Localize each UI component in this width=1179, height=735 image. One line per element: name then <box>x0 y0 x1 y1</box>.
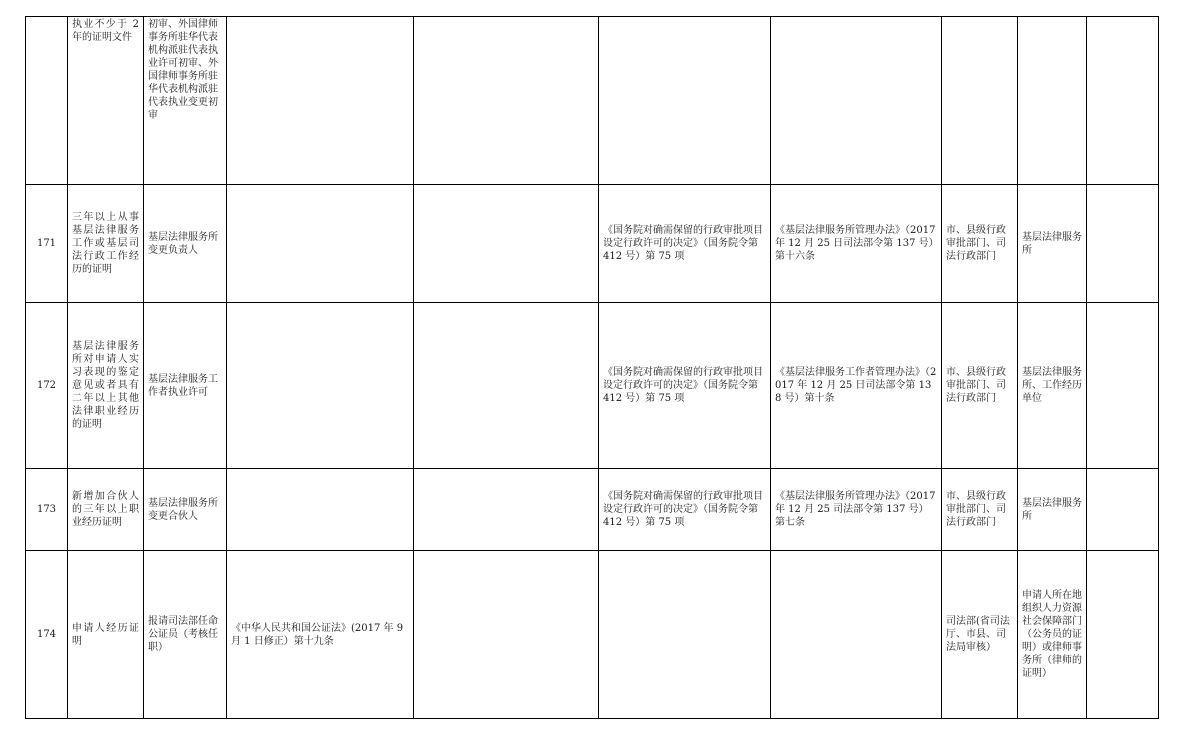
extra-cell <box>414 185 599 303</box>
row-number: 173 <box>26 469 68 551</box>
extra-cell <box>414 17 599 185</box>
law-cell <box>227 17 414 185</box>
regulation-cell <box>771 551 942 719</box>
remark-cell <box>1087 551 1159 719</box>
authority-cell: 市、县级行政审批部门、司法行政部门 <box>942 303 1018 469</box>
row-number <box>26 17 68 185</box>
law-cell <box>227 469 414 551</box>
state-council-cell: 《国务院对确需保留的行政审批项目设定行政许可的决定》（国务院令第 412 号）第 75 项 <box>599 469 771 551</box>
table-row <box>26 551 1159 719</box>
law-cell <box>227 303 414 469</box>
regulation-cell: 《基层法律服务所管理办法》（2017 年 12 月 25 日司法部令第 137 号）第十六条 <box>771 185 942 303</box>
extra-cell <box>414 303 599 469</box>
regulation-cell: 《基层法律服务工作者管理办法》（2017 年 12 月 25 日司法部令第 138 号）第十条 <box>771 303 942 469</box>
authority-cell: 市、县级行政审批部门、司法行政部门 <box>942 185 1018 303</box>
remark-cell <box>1087 469 1159 551</box>
law-cell <box>227 185 414 303</box>
remark-cell <box>1087 185 1159 303</box>
extra-cell <box>414 551 599 719</box>
row-number: 172 <box>26 303 68 469</box>
remark-cell <box>1087 17 1159 185</box>
issuer-cell: 基层法律服务所、工作经历单位 <box>1018 303 1087 469</box>
authority-cell <box>942 17 1018 185</box>
state-council-cell: 《国务院对确需保留的行政审批项目设定行政许可的决定》（国务院令第 412 号）第 75 项 <box>599 185 771 303</box>
table-row <box>26 185 1159 303</box>
material-cell: 申请人经历证明 <box>68 551 144 719</box>
regulation-cell: 《基层法律服务所管理办法》（2017 年 12 月 25 司法部令第 137 号）第七条 <box>771 469 942 551</box>
item-cell: 基层法律服务所变更合伙人 <box>144 469 227 551</box>
row-number: 174 <box>26 551 68 719</box>
state-council-cell: 《国务院对确需保留的行政审批项目设定行政许可的决定》（国务院令第 412 号）第 75 项 <box>599 303 771 469</box>
extra-cell <box>414 469 599 551</box>
material-cell: 基层法律服务所对申请人实习表现的鉴定意见或者具有二年以上其他法律职业经历的证明 <box>68 303 144 469</box>
authority-cell: 市、县级行政审批部门、司法行政部门 <box>942 469 1018 551</box>
state-council-cell <box>599 551 771 719</box>
item-cell: 报请司法部任命公证员（考核任职） <box>144 551 227 719</box>
authority-cell: 司法部(省司法厅、市县、司法局审核） <box>942 551 1018 719</box>
certificate-table <box>25 16 1159 719</box>
item-cell: 初审、外国律师事务所驻华代表机构派驻代表执业许可初审、外国律师事务所驻华代表机构派驻代表执业变更初审 <box>144 17 227 185</box>
state-council-cell <box>599 17 771 185</box>
row-number: 171 <box>26 185 68 303</box>
table-row <box>26 469 1159 551</box>
table-row <box>26 303 1159 469</box>
regulation-cell <box>771 17 942 185</box>
issuer-cell: 申请人所在地组织人力资源社会保障部门（公务员的证明）或律师事务所（律师的证明） <box>1018 551 1087 719</box>
item-cell: 基层法律服务所变更负责人 <box>144 185 227 303</box>
table-row <box>26 17 1159 185</box>
material-cell: 新增加合伙人的三年以上职业经历证明 <box>68 469 144 551</box>
material-cell: 执业不少于 2 年的证明文件 <box>68 17 144 185</box>
issuer-cell: 基层法律服务所 <box>1018 185 1087 303</box>
issuer-cell: 基层法律服务所 <box>1018 469 1087 551</box>
law-cell: 《中华人民共和国公证法》(2017 年 9 月 1 日修正）第十九条 <box>227 551 414 719</box>
remark-cell <box>1087 303 1159 469</box>
issuer-cell <box>1018 17 1087 185</box>
item-cell: 基层法律服务工作者执业许可 <box>144 303 227 469</box>
material-cell: 三年以上从事基层法律服务工作或基层司法行政工作经历的证明 <box>68 185 144 303</box>
